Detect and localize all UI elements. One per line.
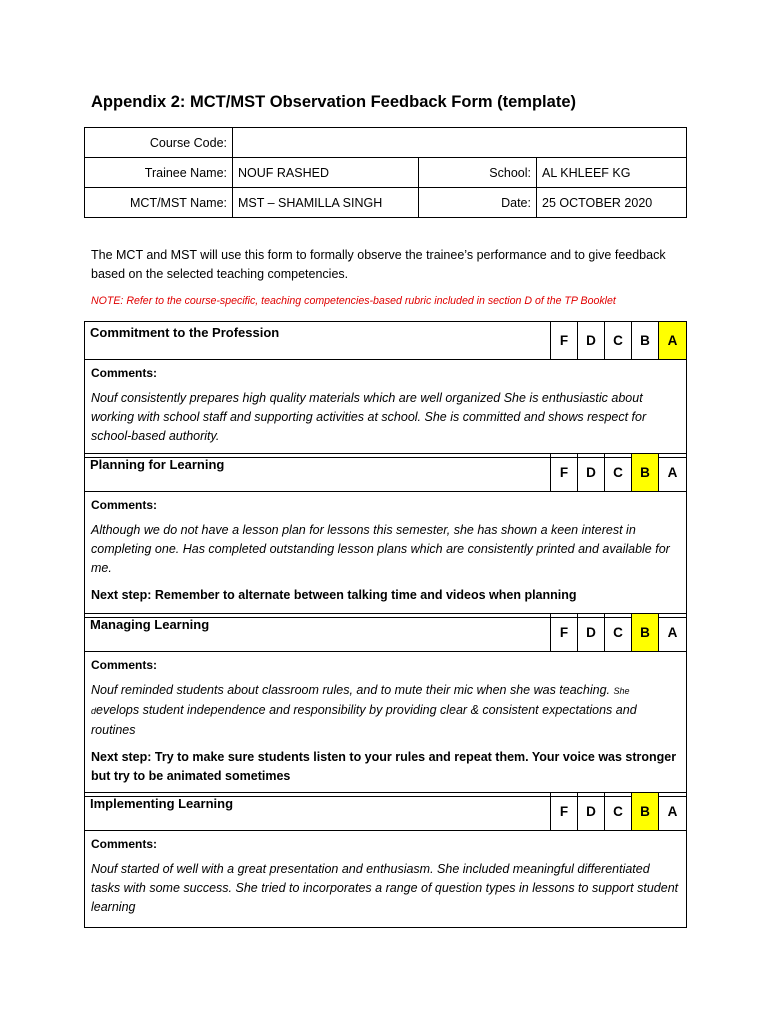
mct-name-label: MCT/MST Name: (85, 188, 233, 218)
section-header (85, 454, 687, 492)
trainee-row (85, 158, 687, 188)
comments-cell[interactable] (85, 492, 687, 618)
comments-label: Comments: (91, 658, 158, 672)
mct-row (85, 188, 687, 218)
competency-name: Implementing Learning (85, 793, 551, 831)
grade-b-selected[interactable]: B (632, 793, 659, 831)
competency-name: Planning for Learning (85, 454, 551, 492)
next-step-text: Next step: Try to make sure students listen to your rules and repeat them. Your voice was stronger but try to be animated sometimes (91, 750, 677, 783)
comment-text: Nouf consistently prepares high quality materials which are well organized She is enthusiastic about working with school staff and supporting activities at school. She is committed and shows respect for school-based authority. (91, 391, 647, 443)
grade-b-selected[interactable]: B (632, 614, 659, 652)
mct-name-value[interactable]: MST – SHAMILLA SINGH (233, 188, 419, 218)
grade-b-selected[interactable]: B (632, 454, 659, 492)
comment-text: Nouf started of well with a great presentation and enthusiasm. She included meaningful differentiated tasks with some success. She tried to incorporates a range of question types in lessons to support student learning (91, 862, 679, 914)
comment-text (91, 681, 680, 740)
grade-b[interactable]: B (632, 322, 659, 360)
section-managing (84, 613, 687, 797)
section-header (85, 322, 687, 360)
comments-label: Comments: (91, 498, 158, 512)
comment-text-part-2: evelops student independence and responsibility by providing clear & consistent expectations and routines (91, 703, 637, 737)
grade-f[interactable]: F (551, 322, 578, 360)
grade-c[interactable]: C (605, 793, 632, 831)
trainee-info-table (84, 127, 687, 218)
grade-f[interactable]: F (551, 793, 578, 831)
course-code-value[interactable] (233, 128, 687, 158)
next-step-text: Next step: Remember to alternate between talking time and videos when planning (91, 588, 577, 602)
section-header (85, 793, 687, 831)
grade-d[interactable]: D (578, 454, 605, 492)
comments-row (85, 831, 687, 928)
section-planning (84, 453, 687, 618)
comments-row (85, 492, 687, 618)
grade-a[interactable]: A (659, 793, 687, 831)
school-value[interactable]: AL KHLEEF KG (537, 158, 687, 188)
comments-row (85, 652, 687, 797)
trainee-name-value[interactable]: NOUF RASHED (233, 158, 419, 188)
section-header (85, 614, 687, 652)
grade-a-selected[interactable]: A (659, 322, 687, 360)
comments-cell[interactable] (85, 360, 687, 458)
trainee-name-label: Trainee Name: (85, 158, 233, 188)
grade-f[interactable]: F (551, 454, 578, 492)
comments-cell[interactable] (85, 652, 687, 797)
grade-d[interactable]: D (578, 614, 605, 652)
grade-d[interactable]: D (578, 322, 605, 360)
comment-text-part-1: Nouf reminded students about classroom rules, and to mute their mic when she was teaching. (91, 683, 614, 697)
grade-a[interactable]: A (659, 454, 687, 492)
comments-cell[interactable] (85, 831, 687, 928)
comments-label: Comments: (91, 366, 158, 380)
comment-text: Although we do not have a lesson plan for lessons this semester, she has shown a keen interest in completing one. Has completed outstanding lesson plans which are consistently printed and available for me. (91, 523, 670, 575)
grade-c[interactable]: C (605, 454, 632, 492)
course-code-label: Course Code: (85, 128, 233, 158)
comments-label: Comments: (91, 837, 158, 851)
grade-c[interactable]: C (605, 322, 632, 360)
course-code-row (85, 128, 687, 158)
school-label: School: (419, 158, 537, 188)
date-label: Date: (419, 188, 537, 218)
grade-a[interactable]: A (659, 614, 687, 652)
grade-f[interactable]: F (551, 614, 578, 652)
rubric-note: NOTE: Refer to the course-specific, teaching competencies-based rubric included in section D of the TP Booklet (91, 295, 616, 307)
comment-small-letter: d (91, 706, 97, 716)
comments-row (85, 360, 687, 458)
competency-name: Managing Learning (85, 614, 551, 652)
section-implementing (84, 792, 687, 928)
competency-name: Commitment to the Profession (85, 322, 551, 360)
grade-d[interactable]: D (578, 793, 605, 831)
section-commitment (84, 321, 687, 458)
comment-small-text: She (613, 686, 630, 696)
form-title: Appendix 2: MCT/MST Observation Feedback Form (template) (91, 93, 576, 111)
intro-paragraph: The MCT and MST will use this form to formally observe the trainee’s performance and to give feedback based on the selected teaching competencies. (91, 248, 666, 281)
date-value[interactable]: 25 OCTOBER 2020 (537, 188, 687, 218)
grade-c[interactable]: C (605, 614, 632, 652)
